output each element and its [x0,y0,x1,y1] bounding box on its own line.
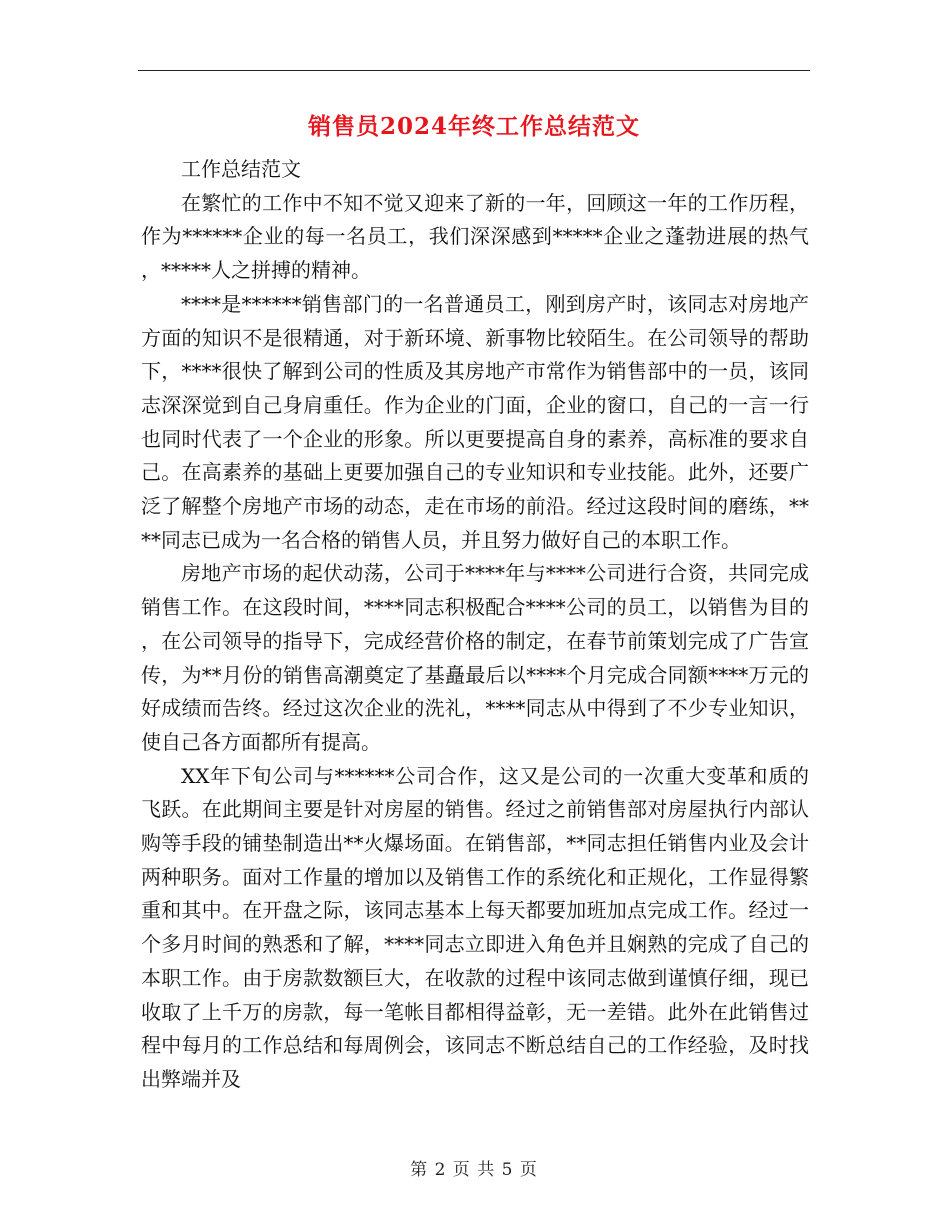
document-title: 销售员2024年终工作总结范文 [307,113,640,140]
document-body [141,153,809,1097]
paragraph-1: 在繁忙的工作中不知不觉又迎来了新的一年，回顾这一年的工作历程，作为******企业的每一名员工，我们深深感到*****企业之蓬勃进展的热气，*****人之拼搏的精神。 [141,190,809,283]
paragraph-3: 房地产市场的起伏动荡，公司于****年与****公司进行合资，共同完成销售工作。在这段时间，****同志积极配合****公司的员工，以销售为目的，在公司领导的指导下，完成经营价格的制定，在春节前策划完成了广告宣传，为**月份的销售高潮奠定了基矗最后以****个月完成合同额****万元的好成绩而告终。经过这次企业的洗礼，****同志从中得到了不少专业知识，使自己各方面都所有提高。 [141,561,809,754]
paragraph-4: XX年下旬公司与******公司合作，这又是公司的一次重大变革和质的飞跃。在此期间主要是针对房屋的销售。经过之前销售部对房屋执行内部认购等手段的铺垫制造出**火爆场面。在销售部，**同志担任销售内业及会计两种职务。面对工作量的增加以及销售工作的系统化和正规化，工作显得繁重和其中。在开盘之际，该同志基本上每天都要加班加点完成工作。经过一个多月时间的熟悉和了解，****同志立即进入角色并且娴熟的完成了自己的本职工作。由于房款数额巨大，在收款的过程中该同志做到谨慎仔细，现已收取了上千万的房款，每一笔帐目都相得益彰，无一差错。此外在此销售过程中每月的工作总结和每周例会，该同志不断总结自己的工作经验，及时找出弊端并及 [141,763,809,1091]
page-number-footer: 第 2 页 共 5 页 [410,1160,538,1180]
subtitle-paragraph: 工作总结范文 [181,157,301,181]
paragraph-2: ****是******销售部门的一名普通员工，刚到房产时，该同志对房地产方面的知识不是很精通，对于新环境、新事物比较陌生。在公司领导的帮助下，****很快了解到公司的性质及其房地产市常作为销售部中的一员，该同志深深觉到自己身肩重任。作为企业的门面，企业的窗口，自己的一言一行也同时代表了一个企业的形象。所以更要提高自身的素养，高标准的要求自己。在高素养的基础上更要加强自己的专业知识和专业技能。此外，还要广泛了解整个房地产市场的动态，走在市场的前沿。经过这段时间的磨练，****同志已成为一名合格的销售人员，并且努力做好自己的本职工作。 [141,291,809,552]
header-rule [138,70,810,71]
